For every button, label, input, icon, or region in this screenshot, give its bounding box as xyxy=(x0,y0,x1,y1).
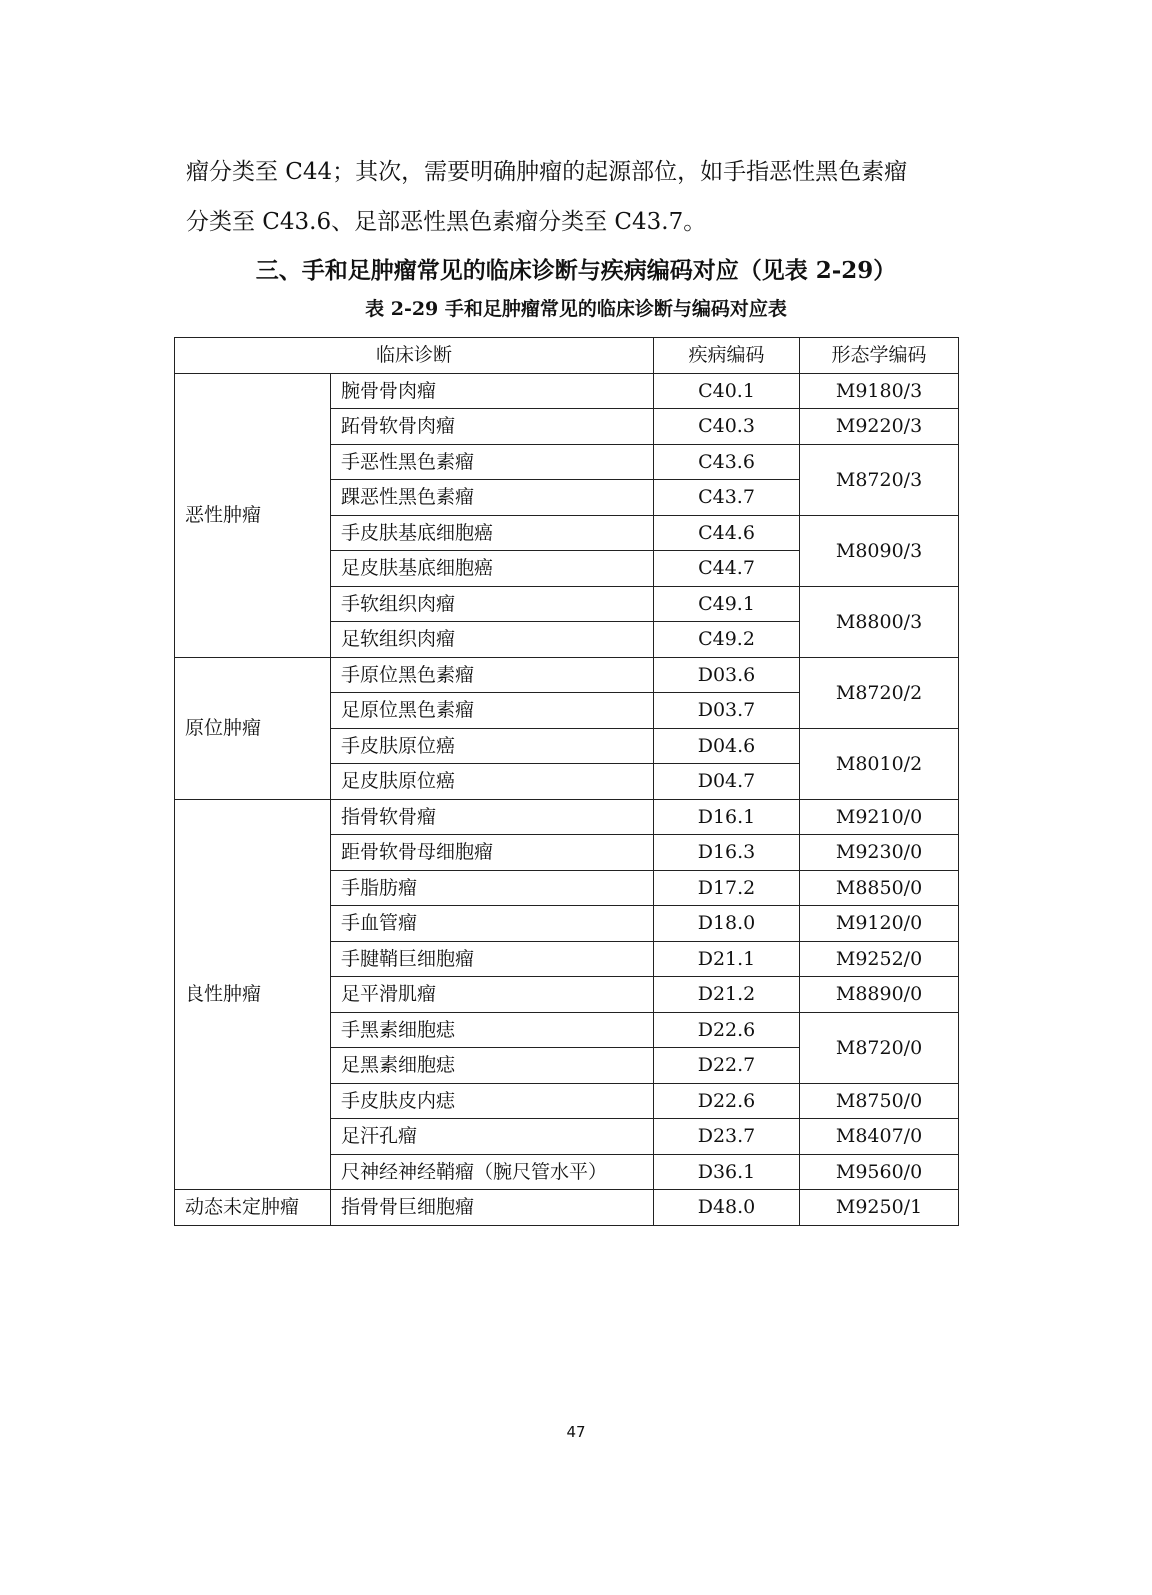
diagnosis-cell: 指骨骨巨细胞瘤 xyxy=(331,1190,654,1226)
diagnosis-code-table xyxy=(174,337,959,1226)
diagnosis-cell: 指骨软骨瘤 xyxy=(331,799,654,835)
section-heading: 三、手和足肿瘤常见的临床诊断与疾病编码对应（见表 2-29） xyxy=(255,257,897,284)
diagnosis-cell: 手脂肪瘤 xyxy=(331,870,654,906)
category-benign: 良性肿瘤 xyxy=(175,799,331,1190)
morphology-code-cell: M8407/0 xyxy=(800,1119,959,1155)
disease-code-cell: D16.1 xyxy=(654,799,800,835)
disease-code-cell: D21.2 xyxy=(654,977,800,1013)
diagnosis-cell: 手皮肤原位癌 xyxy=(331,728,654,764)
diagnosis-cell: 手恶性黑色素瘤 xyxy=(331,444,654,480)
morphology-code-cell: M9210/0 xyxy=(800,799,959,835)
category-in-situ: 原位肿瘤 xyxy=(175,657,331,799)
morphology-code-cell: M9560/0 xyxy=(800,1154,959,1190)
diagnosis-cell: 尺神经神经鞘瘤（腕尺管水平） xyxy=(331,1154,654,1190)
diagnosis-cell: 手血管瘤 xyxy=(331,906,654,942)
morphology-code-cell: M8720/2 xyxy=(800,657,959,728)
disease-code-cell: C40.1 xyxy=(654,373,800,409)
disease-code-cell: C40.3 xyxy=(654,409,800,445)
morphology-code-cell: M9252/0 xyxy=(800,941,959,977)
header-diagnosis: 临床诊断 xyxy=(175,338,654,374)
header-disease-code: 疾病编码 xyxy=(654,338,800,374)
page-number: 47 xyxy=(566,1423,586,1441)
diagnosis-cell: 足皮肤基底细胞癌 xyxy=(331,551,654,587)
diagnosis-cell: 足皮肤原位癌 xyxy=(331,764,654,800)
diagnosis-cell: 手腱鞘巨细胞瘤 xyxy=(331,941,654,977)
morphology-code-cell: M8720/3 xyxy=(800,444,959,515)
disease-code-cell: D04.7 xyxy=(654,764,800,800)
diagnosis-cell: 踝恶性黑色素瘤 xyxy=(331,480,654,516)
diagnosis-cell: 足平滑肌瘤 xyxy=(331,977,654,1013)
morphology-code-cell: M9120/0 xyxy=(800,906,959,942)
disease-code-cell: D23.7 xyxy=(654,1119,800,1155)
disease-code-cell: D16.3 xyxy=(654,835,800,871)
diagnosis-cell: 手原位黑色素瘤 xyxy=(331,657,654,693)
diagnosis-cell: 手软组织肉瘤 xyxy=(331,586,654,622)
diagnosis-cell: 足黑素细胞痣 xyxy=(331,1048,654,1084)
morphology-code-cell: M8720/0 xyxy=(800,1012,959,1083)
diagnosis-cell: 足汗孔瘤 xyxy=(331,1119,654,1155)
table-row xyxy=(175,1190,959,1226)
morphology-code-cell: M8890/0 xyxy=(800,977,959,1013)
disease-code-cell: D48.0 xyxy=(654,1190,800,1226)
body-paragraph-line-1: 瘤分类至 C44；其次，需要明确肿瘤的起源部位，如手指恶性黑色素瘤 xyxy=(186,159,908,185)
diagnosis-cell: 距骨软骨母细胞瘤 xyxy=(331,835,654,871)
morphology-code-cell: M9250/1 xyxy=(800,1190,959,1226)
header-morphology-code: 形态学编码 xyxy=(800,338,959,374)
body-paragraph-line-2: 分类至 C43.6、足部恶性黑色素瘤分类至 C43.7。 xyxy=(186,209,707,235)
morphology-code-cell: M8850/0 xyxy=(800,870,959,906)
table-row xyxy=(175,799,959,835)
morphology-code-cell: M9230/0 xyxy=(800,835,959,871)
disease-code-cell: D04.6 xyxy=(654,728,800,764)
disease-code-cell: D03.6 xyxy=(654,657,800,693)
morphology-code-cell: M8090/3 xyxy=(800,515,959,586)
morphology-code-cell: M9220/3 xyxy=(800,409,959,445)
disease-code-cell: C43.6 xyxy=(654,444,800,480)
category-malignant: 恶性肿瘤 xyxy=(175,373,331,657)
table-caption: 表 2-29 手和足肿瘤常见的临床诊断与编码对应表 xyxy=(365,298,787,320)
diagnosis-cell: 腕骨骨肉瘤 xyxy=(331,373,654,409)
table-row xyxy=(175,373,959,409)
disease-code-cell: D03.7 xyxy=(654,693,800,729)
table-row xyxy=(175,657,959,693)
diagnosis-cell: 手皮肤皮内痣 xyxy=(331,1083,654,1119)
disease-code-cell: C43.7 xyxy=(654,480,800,516)
morphology-code-cell: M8010/2 xyxy=(800,728,959,799)
diagnosis-cell: 跖骨软骨肉瘤 xyxy=(331,409,654,445)
category-uncertain: 动态未定肿瘤 xyxy=(175,1190,331,1226)
disease-code-cell: D36.1 xyxy=(654,1154,800,1190)
disease-code-cell: C44.7 xyxy=(654,551,800,587)
disease-code-cell: D18.0 xyxy=(654,906,800,942)
disease-code-cell: D17.2 xyxy=(654,870,800,906)
disease-code-cell: D22.7 xyxy=(654,1048,800,1084)
disease-code-cell: D21.1 xyxy=(654,941,800,977)
disease-code-cell: C49.2 xyxy=(654,622,800,658)
diagnosis-cell: 足软组织肉瘤 xyxy=(331,622,654,658)
diagnosis-cell: 手皮肤基底细胞癌 xyxy=(331,515,654,551)
morphology-code-cell: M8750/0 xyxy=(800,1083,959,1119)
morphology-code-cell: M9180/3 xyxy=(800,373,959,409)
table-header-row xyxy=(175,338,959,374)
disease-code-cell: D22.6 xyxy=(654,1083,800,1119)
diagnosis-cell: 手黑素细胞痣 xyxy=(331,1012,654,1048)
disease-code-cell: C44.6 xyxy=(654,515,800,551)
disease-code-cell: C49.1 xyxy=(654,586,800,622)
morphology-code-cell: M8800/3 xyxy=(800,586,959,657)
disease-code-cell: D22.6 xyxy=(654,1012,800,1048)
diagnosis-cell: 足原位黑色素瘤 xyxy=(331,693,654,729)
